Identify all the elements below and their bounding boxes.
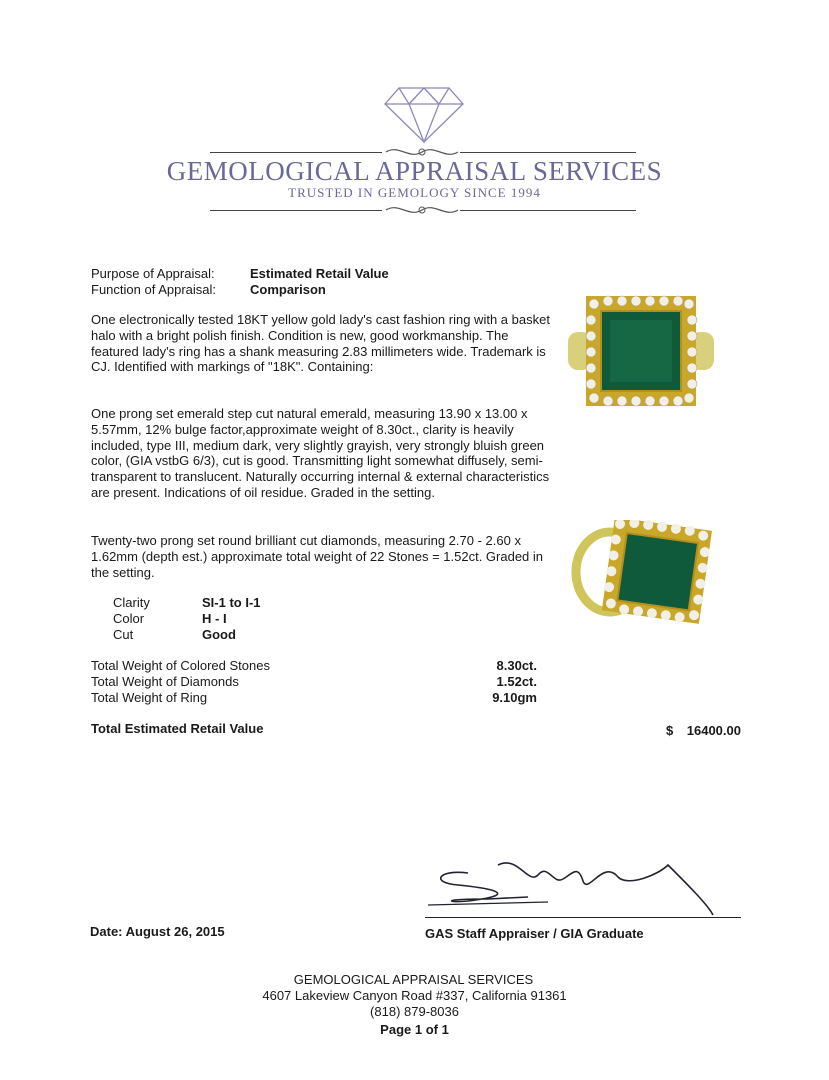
diamond-description: Twenty-two prong set round brilliant cut diamonds, measuring 2.70 - 2.60 x 1.62mm (depth est.) approximate total weight of 22 Stones = 1.52ct. Graded in the setting. xyxy=(91,533,544,580)
retail-currency: $ xyxy=(666,723,674,738)
grade-color-value: H - I xyxy=(202,611,227,626)
total-colored-label: Total Weight of Colored Stones xyxy=(91,658,270,673)
function-value: Comparison xyxy=(250,282,326,297)
total-ring-label: Total Weight of Ring xyxy=(91,690,208,705)
purpose-value: Estimated Retail Value xyxy=(250,266,389,281)
header-rule-bottom-left xyxy=(210,210,382,211)
page-number: Page 1 of 1 xyxy=(380,1022,449,1037)
ring-side-view-image xyxy=(570,520,716,624)
footer-address: 4607 Lakeview Canyon Road #337, California 91361 xyxy=(262,988,567,1003)
signature-line xyxy=(425,917,741,918)
total-diamonds-value: 1.52ct. xyxy=(496,674,537,689)
total-ring-value: 9.10gm xyxy=(492,690,537,705)
grade-cut-label: Cut xyxy=(113,627,134,642)
grade-clarity-value: SI-1 to I-1 xyxy=(202,595,261,610)
diamond-logo-icon xyxy=(383,86,465,144)
appraiser-signature xyxy=(428,855,728,919)
footer-company: GEMOLOGICAL APPRAISAL SERVICES xyxy=(293,972,534,987)
header-rule-top-left xyxy=(210,152,382,153)
emerald-description: One prong set emerald step cut natural emerald, measuring 13.90 x 13.00 x 5.57mm, 12% bulge factor,approximate weight of 8.30ct., clarity is heavily included, type III, medium dark, very slightly grayish, very strongly bluish green color, (GIA vstbG 6/3), cut is good. Transmitting light somewhat diffusely, semi-transparent to translucent. Naturally occurring internal & external characteristics are present. Indications of oil residue. Graded in the setting. xyxy=(91,406,550,500)
footer-phone: (818) 879-8036 xyxy=(370,1004,459,1019)
purpose-label: Purpose of Appraisal: xyxy=(91,266,215,281)
total-diamonds-label: Total Weight of Diamonds xyxy=(91,674,239,689)
header-rule-top-right xyxy=(460,152,636,153)
function-label: Function of Appraisal: xyxy=(91,282,217,297)
company-tagline: TRUSTED IN GEMOLOGY SINCE 1994 xyxy=(288,185,541,200)
signer-title: GAS Staff Appraiser / GIA Graduate xyxy=(425,926,644,941)
company-title: GEMOLOGICAL APPRAISAL SERVICES xyxy=(166,156,663,186)
retail-amount: 16400.00 xyxy=(686,723,741,738)
appraisal-date: Date: August 26, 2015 xyxy=(90,924,225,939)
total-colored-value: 8.30ct. xyxy=(496,658,537,673)
grade-clarity-label: Clarity xyxy=(113,595,150,610)
grade-cut-value: Good xyxy=(202,627,236,642)
ring-description: One electronically tested 18KT yellow gold lady's cast fashion ring with a basket halo with a bright polish finish. Condition is new, good workmanship. The featured lady's ring has a shank measuring 2.83 millimeters wide. Trademark is CJ. Identified with markings of "18K". Containing: xyxy=(91,312,550,375)
flourish-ornament-icon xyxy=(384,202,460,218)
grade-color-label: Color xyxy=(113,611,145,626)
retail-label: Total Estimated Retail Value xyxy=(91,721,264,736)
header-rule-bottom-right xyxy=(460,210,636,211)
ring-top-view-image xyxy=(568,292,714,410)
